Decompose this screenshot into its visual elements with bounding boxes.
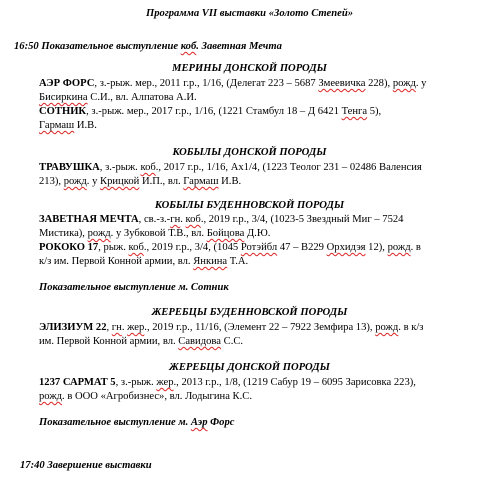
opening-time: 16:50 xyxy=(14,41,39,52)
entry-zavetnaya-mechta-line1: ЗАВЕТНАЯ МЕЧТА, св.-з.-гн. коб., 2019 г.р., 3/4, (1023-5 Звездный Миг – 7524 xyxy=(39,214,404,225)
horse-name: АЭР ФОРС xyxy=(39,78,95,89)
document-title: Программа VII выставки «Золото Степей» xyxy=(145,8,354,19)
section-heading-geldings-don: МЕРИНЫ ДОНСКОЙ ПОРОДЫ xyxy=(172,63,327,74)
entry-zavetnaya-mechta-line2: Мистика), рожд. у Зубковой Т.В., вл. Бойцова Д.Ю. xyxy=(39,228,271,239)
entry-rokoko-line1: РОКОКО 17, рыж. коб., 2019 г.р., 3/4, (1045 Ротэйбл 47 – В229 Орхидэя 12), рожд. в xyxy=(39,242,421,253)
section-heading-mares-don: КОБЫЛЫ ДОНСКОЙ ПОРОДЫ xyxy=(172,147,327,158)
entry-aer-fors-line1: АЭР ФОРС, з.-рыж. мер., 2011 г.р., 1/16, (Делегат 223 – 5687 Змеевичка 228), рожд. у xyxy=(39,78,427,89)
entry-sotnik-line1: СОТНИК, з.-рыж. мер., 2017 г.р., 1/16, (1221 Стамбул 18 – Д 6421 Тенга 5), xyxy=(39,106,382,117)
horse-name: 1237 САРМАТ 5 xyxy=(39,377,116,388)
entry-travushka-line2: 213), рожд. у Крицкой И.П., вл. Гармаш И.В. xyxy=(39,176,242,187)
entry-sarmat-line1: 1237 САРМАТ 5, з.-рыж. жер., 2013 г.р., 1/8, (1219 Сабур 19 – 6095 Зарисовка 223), xyxy=(39,377,416,388)
horse-name: ЭЛИЗИУМ 22 xyxy=(39,322,107,333)
horse-name: ТРАВУШКА xyxy=(39,162,100,173)
section-heading-mares-budyonny: КОБЫЛЫ БУДЕННОВСКОЙ ПОРОДЫ xyxy=(154,200,345,211)
entry-elizium-line2: им. Первой Конной армии, вл. Савидова С.С. xyxy=(39,336,244,347)
entry-sarmat-line2: рожд. в ООО «Агробизнес», вл. Лодыгина К.С. xyxy=(39,391,252,402)
entry-aer-fors-line2: Бисиркина С.И., вл. Алпатова А.И. xyxy=(39,92,197,103)
entry-sotnik-line2: Гармаш И.В. xyxy=(39,120,97,131)
interlude-sotnik: Показательное выступление м. Сотник xyxy=(39,282,229,293)
closing-line: 17:40 Завершение выставки xyxy=(20,460,152,471)
closing-time: 17:40 xyxy=(20,460,45,471)
section-heading-stallions-don: ЖЕРЕБЦЫ ДОНСКОЙ ПОРОДЫ xyxy=(169,362,330,373)
interlude-aer-fors: Показательное выступление м. Аэр Форс xyxy=(39,417,235,428)
entry-travushka-line1: ТРАВУШКА, з.-рыж. коб., 2017 г.р., 1/16, Ах1/4, (1223 Теолог 231 – 02486 Валенсия xyxy=(39,162,422,173)
horse-name: СОТНИК xyxy=(39,106,87,117)
horse-name: РОКОКО 17 xyxy=(39,242,99,253)
entry-rokoko-line2: к/з им. Первой Конной армии, вл. Янкина Т.А. xyxy=(39,256,249,267)
opening-line: 16:50 Показательное выступление коб. Заветная Мечта xyxy=(14,41,282,52)
entry-elizium-line1: ЭЛИЗИУМ 22, гн. жер., 2019 г.р., 11/16, (Элемент 22 – 7922 Земфира 13), рожд. в к/з xyxy=(39,322,424,333)
section-heading-stallions-budyonny: ЖЕРЕБЦЫ БУДЕННОВСКОЙ ПОРОДЫ xyxy=(151,307,348,318)
horse-name: ЗАВЕТНАЯ МЕЧТА xyxy=(39,214,139,225)
